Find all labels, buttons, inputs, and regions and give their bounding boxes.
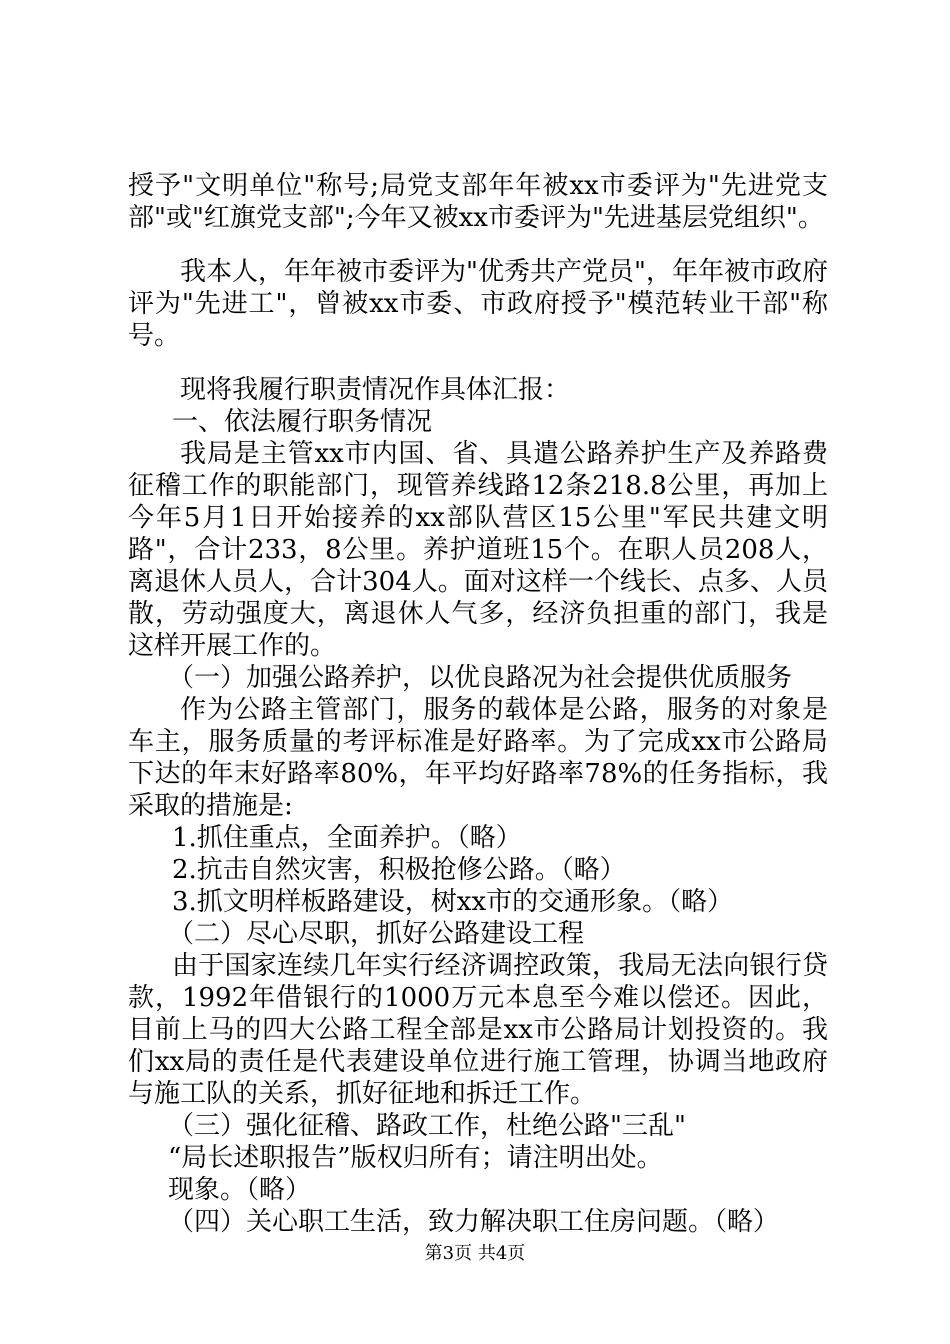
document-body [128, 170, 828, 1238]
subheading-construction: （二）尽心尽职，抓好公路建设工程 [168, 919, 585, 949]
list-item-measure-1: 1.抓住重点，全面养护。（略） [172, 823, 522, 853]
subheading-staff-housing: （四）关心职工生活，致力解决职工住房问题。（略） [168, 1207, 780, 1237]
paragraph-bureau-overview: 我局是主管xx市内国、省、具遣公路养护生产及养路费征稽工作的职能部门，现管养线路12条218.8公里，再加上今年5月1日开始接养的xx部队营区15公里"军民共建文明路"，合计233，8公里。养护道班15个。在职人员208人，离退休人员人，合计304人。面对这样一个线长、点多、人员散，劳动强度大，离退休人气多，经济负担重的部门，我是这样开展工作的。 [128, 439, 828, 661]
paragraph-personal-honors: 我本人，年年被市委评为"优秀共产党员"，年年被市政府评为"先进工"，曾被xx市委、市政府授予"模范转业干部"称号。 [128, 257, 828, 351]
list-item-measure-3: 3.抓文明样板路建设，树xx市的交通形象。（略） [172, 887, 734, 917]
page-number-footer: 第3页 共4页 [424, 1243, 526, 1264]
copyright-notice: “局长述职报告”版权归所有；请注明出处。 [168, 1143, 663, 1173]
subheading-road-maintenance: （一）加强公路养护，以优良路况为社会提供优质服务 [168, 663, 793, 693]
paragraph-report-intro: 现将我履行职责情况作具体汇报： [180, 375, 571, 405]
paragraph-phenomenon: 现象。（略） [168, 1175, 312, 1205]
paragraph-honors-unit: 授予"文明单位"称号;局党支部年年被xx市委评为"先进党支部"或"红旗党支部";今年又被xx市委评为"先进基层党组织"。 [128, 171, 828, 233]
paragraph-construction-detail: 由于国家连续几年实行经济调控政策，我局无法向银行贷款，1992年借银行的1000万元本息至今难以偿还。因此，目前上马的四大公路工程全部是xx市公路局计划投资的。我们xx局的责任是代表建设单位进行施工管理，协调当地政府与施工队的关系，抓好征地和拆迁工作。 [128, 951, 828, 1109]
section-heading-duties: 一、依法履行职务情况 [172, 407, 433, 437]
paragraph-service-quality: 作为公路主管部门，服务的载体是公路，服务的对象是车主，服务质量的考评标准是好路率。为了完成xx市公路局下达的年末好路率80%，年平均好路率78%的任务指标，我采取的措施是: [128, 695, 828, 821]
list-item-measure-2: 2.抗击自然灾害，积极抢修公路。（略） [172, 855, 626, 885]
subheading-toll-enforcement: （三）强化征稽、路政工作，杜绝公路"三乱" [168, 1111, 686, 1141]
